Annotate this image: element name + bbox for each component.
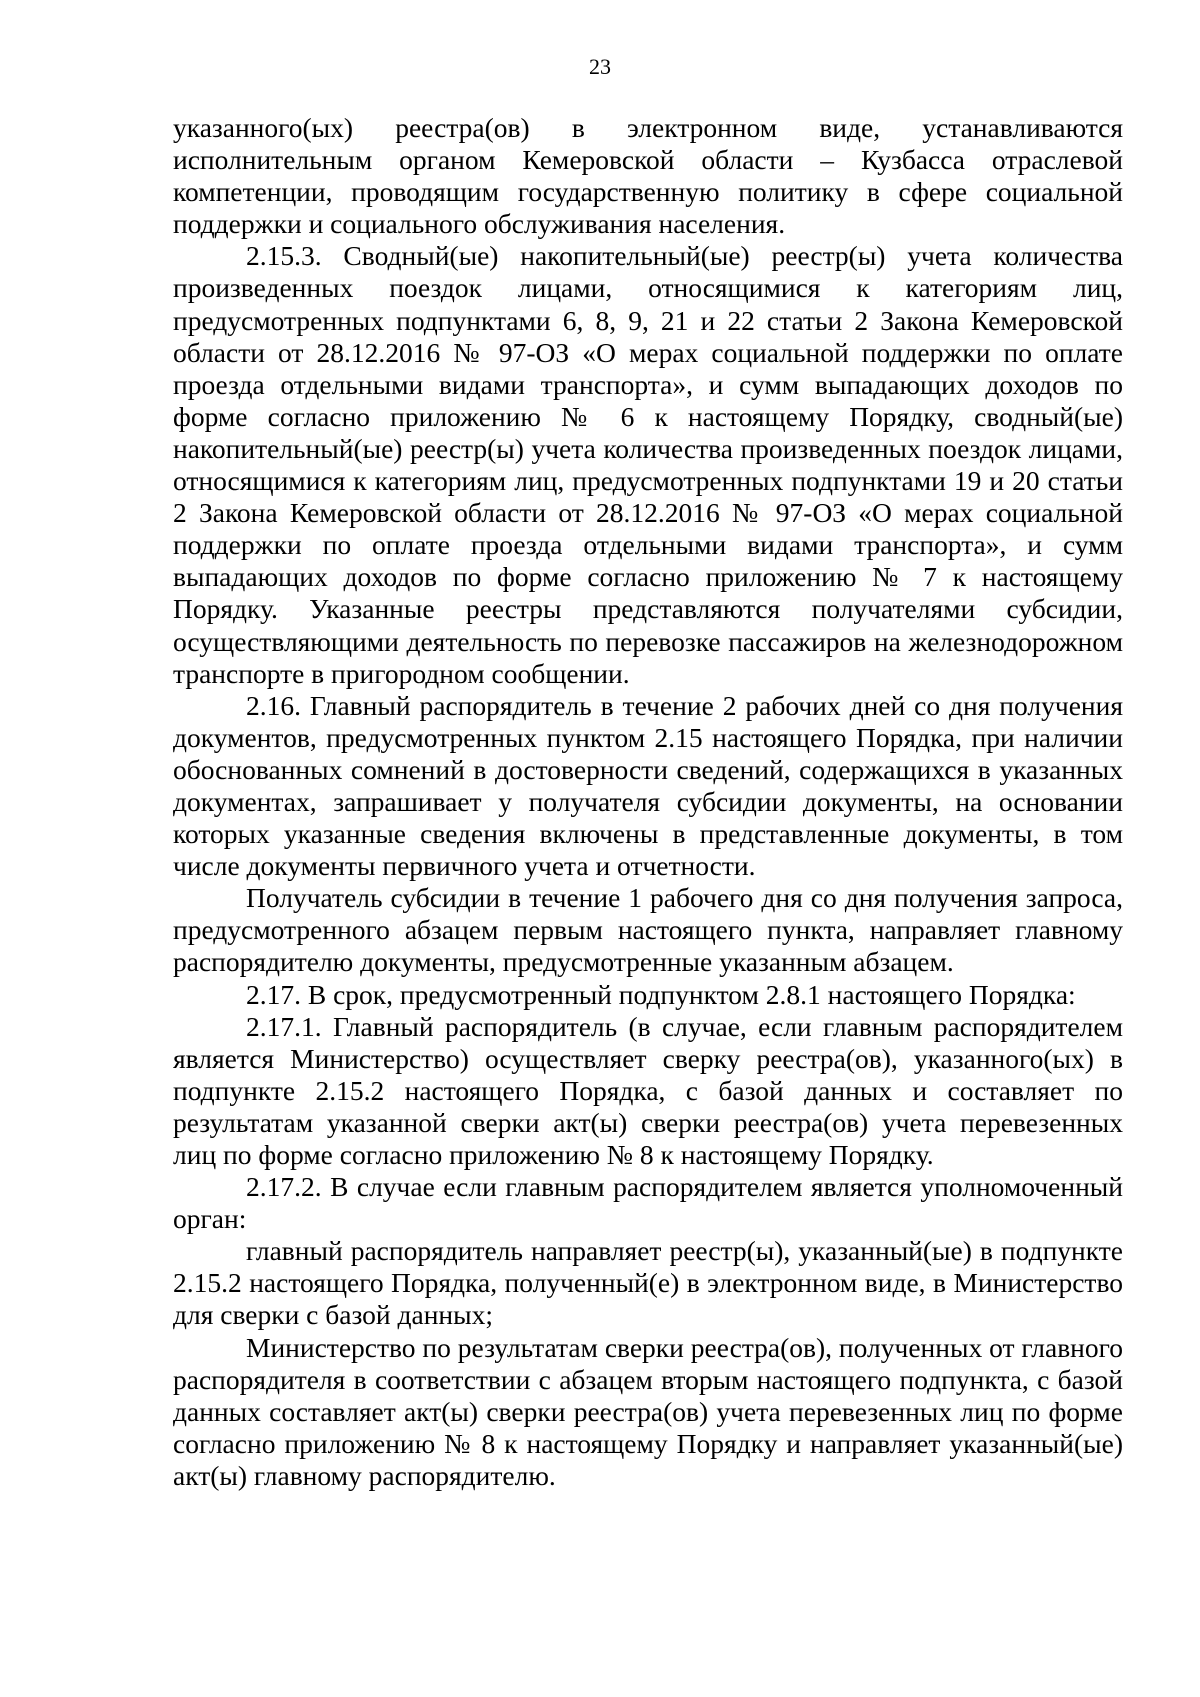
paragraph-8: главный распорядитель направляет реестр(ы), указанный(ые) в подпункте 2.15.2 настоящего Порядка, полученный(е) в электронном виде, в Министерство для сверки с базой данных;: [173, 1235, 1123, 1331]
paragraph-7: 2.17.2. В случае если главным распорядителем является уполномоченный орган:: [173, 1171, 1123, 1235]
paragraph-5: 2.17. В срок, предусмотренный подпунктом 2.8.1 настоящего Порядка:: [246, 978, 1076, 1010]
paragraph-2: 2.15.3. Сводный(ые) накопительный(ые) реестр(ы) учета количества произведенных поездок лицами, относящимися к категориям лиц, предусмотренных подпунктами 6, 8, 9, 21 и 22 статьи 2 Закона Кемеровской области от 28.12.2016 № 97-ОЗ «О мерах социальной поддержки по оплате проезда отдельными видами транспорта», и сумм выпадающих доходов по форме согласно приложению № 6 к настоящему Порядку, сводный(ые) накопительный(ые) реестр(ы) учета количества произведенных поездок лицами, относящимися к категориям лиц, предусмотренных подпунктами 19 и 20 статьи 2 Закона Кемеровской области от 28.12.2016 № 97-ОЗ «О мерах социальной поддержки по оплате проезда отдельными видами транспорта», и сумм выпадающих доходов по форме согласно приложению № 7 к настоящему Порядку. Указанные реестры представляются получателями субсидии, осуществляющими деятельность по перевозке пассажиров на железнодорожном транспорте в пригородном сообщении.: [173, 240, 1123, 689]
paragraph-1: указанного(ых) реестра(ов) в электронном виде, устанавливаются исполнительным органом Кемеровской области – Кузбасса отраслевой компетенции, проводящим государственную политику в сфере социальной поддержки и социального обслуживания населения.: [173, 112, 1123, 240]
document-body: [173, 112, 1123, 1492]
paragraph-4: Получатель субсидии в течение 1 рабочего дня со дня получения запроса, предусмотренного абзацем первым настоящего пункта, направляет главному распорядителю документы, предусмотренные указанным абзацем.: [173, 882, 1123, 978]
paragraph-6: 2.17.1. Главный распорядитель (в случае, если главным распорядителем является Министерство) осуществляет сверку реестра(ов), указанного(ых) в подпункте 2.15.2 настоящего Порядка, с базой данных и составляет по результатам указанной сверки акт(ы) сверки реестра(ов) учета перевезенных лиц по форме согласно приложению № 8 к настоящему Порядку.: [173, 1010, 1123, 1170]
page-number: 23: [589, 54, 611, 79]
paragraph-3: 2.16. Главный распорядитель в течение 2 рабочих дней со дня получения документов, предусмотренных пунктом 2.15 настоящего Порядка, при наличии обоснованных сомнений в достоверности сведений, содержащихся в указанных документах, запрашивает у получателя субсидии документы, на основании которых указанные сведения включены в представленные документы, в том числе документы первичного учета и отчетности.: [173, 689, 1123, 882]
paragraph-9: Министерство по результатам сверки реестра(ов), полученных от главного распорядителя в соответствии с абзацем вторым настоящего подпункта, с базой данных составляет акт(ы) сверки реестра(ов) учета перевезенных лиц по форме согласно приложению № 8 к настоящему Порядку и направляет указанный(ые) акт(ы) главному распорядителю.: [173, 1331, 1123, 1491]
